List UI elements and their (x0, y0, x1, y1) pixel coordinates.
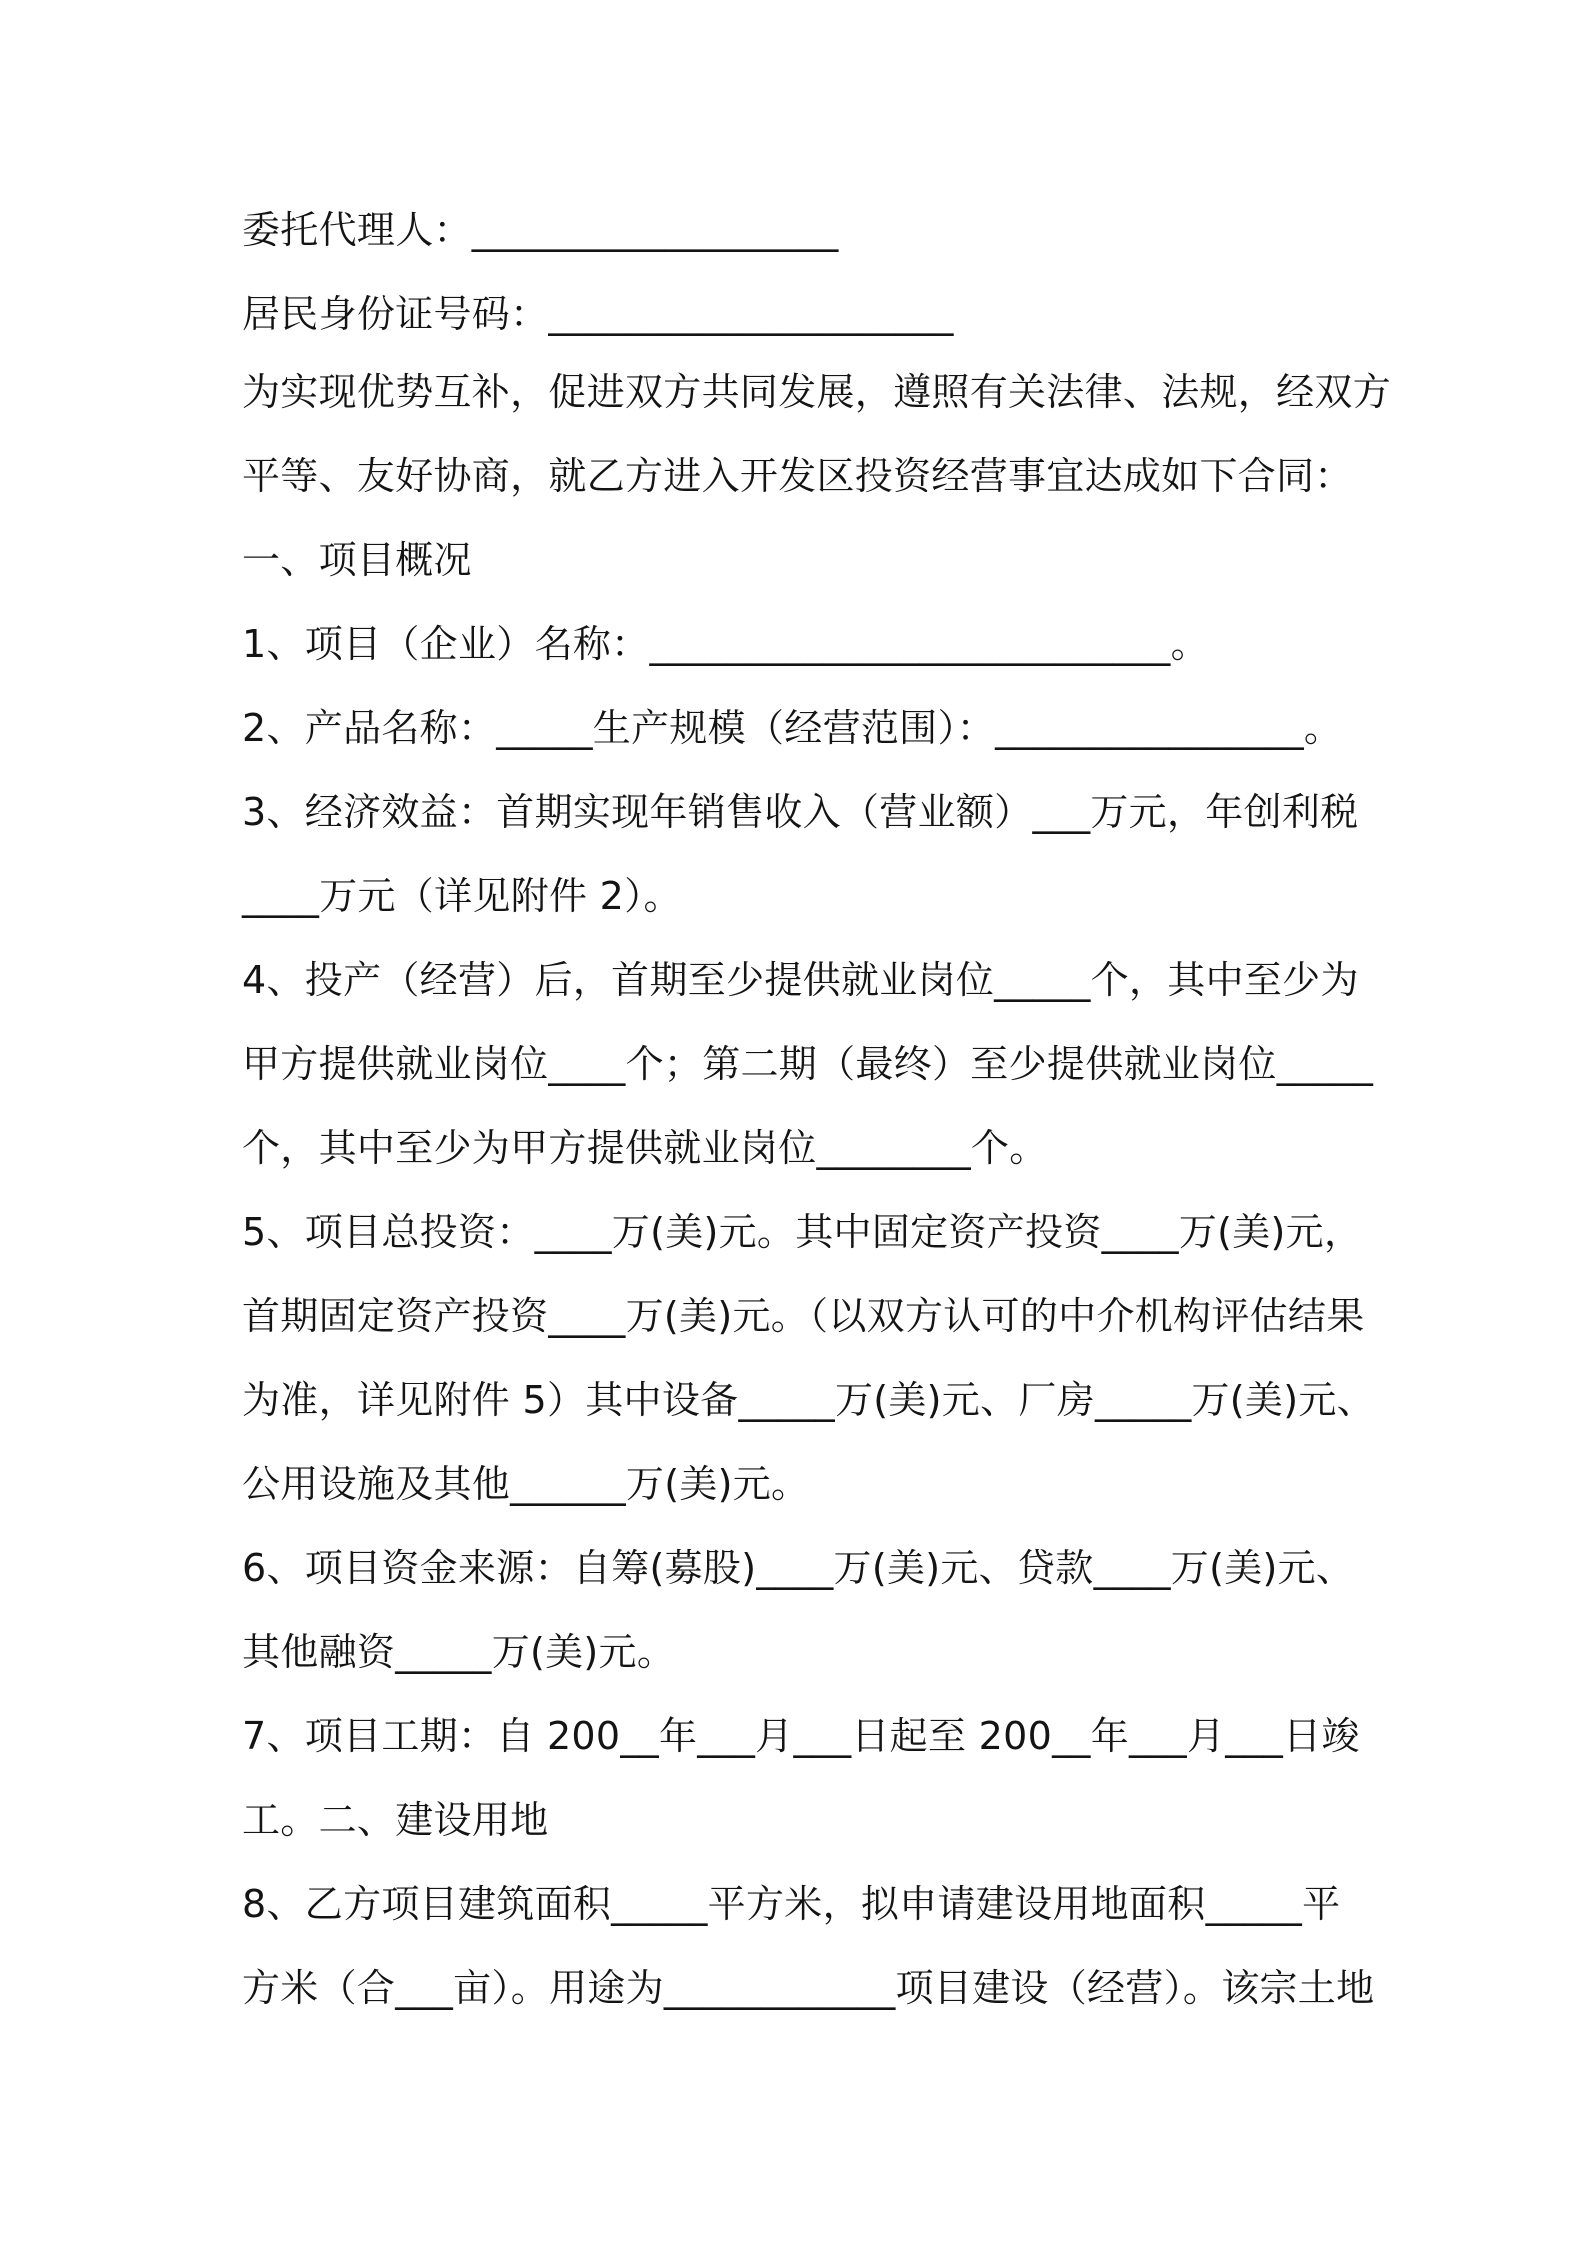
preamble-line-2: 平等、友好协商，就乙方进入开发区投资经营事宜达成如下合同： (242, 454, 1353, 498)
contract-body (242, 198, 1392, 2040)
agent-line: 委托代理人：___________________ (242, 208, 839, 252)
clause-2-line: 2、产品名称：_____生产规模（经营范围）：________________。 (242, 706, 1343, 750)
clause-8-line-2: 方米（合___亩）。用途为____________项目建设（经营）。该宗土地 (242, 1966, 1375, 2010)
clause-5-line-3: 为准，详见附件 5）其中设备_____万(美)元、厂房_____万(美)元、 (242, 1378, 1375, 1422)
clause-4-line-3: 个，其中至少为甲方提供就业岗位________个。 (242, 1126, 1048, 1170)
clause-3-line-2: ____万元（详见附件 2）。 (242, 874, 682, 918)
clause-1-line: 1、项目（企业）名称：___________________________。 (242, 622, 1209, 666)
clause-3-line-1: 3、经济效益：首期实现年销售收入（营业额）___万元，年创利税 (242, 790, 1359, 834)
clause-6-line-2: 其他融资_____万(美)元。 (242, 1630, 676, 1674)
clause-7-line-1: 7、项目工期：自 200__年___月___日起至 200__年___月___日竣 (242, 1714, 1360, 1758)
section-heading-project-overview: 一、项目概况 (242, 538, 472, 582)
clause-4-line-2: 甲方提供就业岗位____个；第二期（最终）至少提供就业岗位_____ (242, 1042, 1374, 1086)
preamble-line-1: 为实现优势互补，促进双方共同发展，遵照有关法律、法规，经双方 (242, 370, 1392, 414)
clause-4-line-1: 4、投产（经营）后，首期至少提供就业岗位_____个，其中至少为 (242, 958, 1359, 1002)
clause-8-line-1: 8、乙方项目建筑面积_____平方米，拟申请建设用地面积_____平 (242, 1882, 1341, 1926)
clause-6-line-1: 6、项目资金来源：自筹(募股)____万(美)元、贷款____万(美)元、 (242, 1546, 1355, 1590)
id-number-line: 居民身份证号码：_____________________ (242, 292, 954, 336)
clause-7-line-2: 工。二、建设用地 (242, 1798, 549, 1842)
clause-5-line-4: 公用设施及其他______万(美)元。 (242, 1462, 810, 1506)
clause-5-line-1: 5、项目总投资：____万(美)元。其中固定资产投资____万(美)元， (242, 1210, 1363, 1254)
clause-5-line-2: 首期固定资产投资____万(美)元。（以双方认可的中介机构评估结果 (242, 1294, 1365, 1338)
